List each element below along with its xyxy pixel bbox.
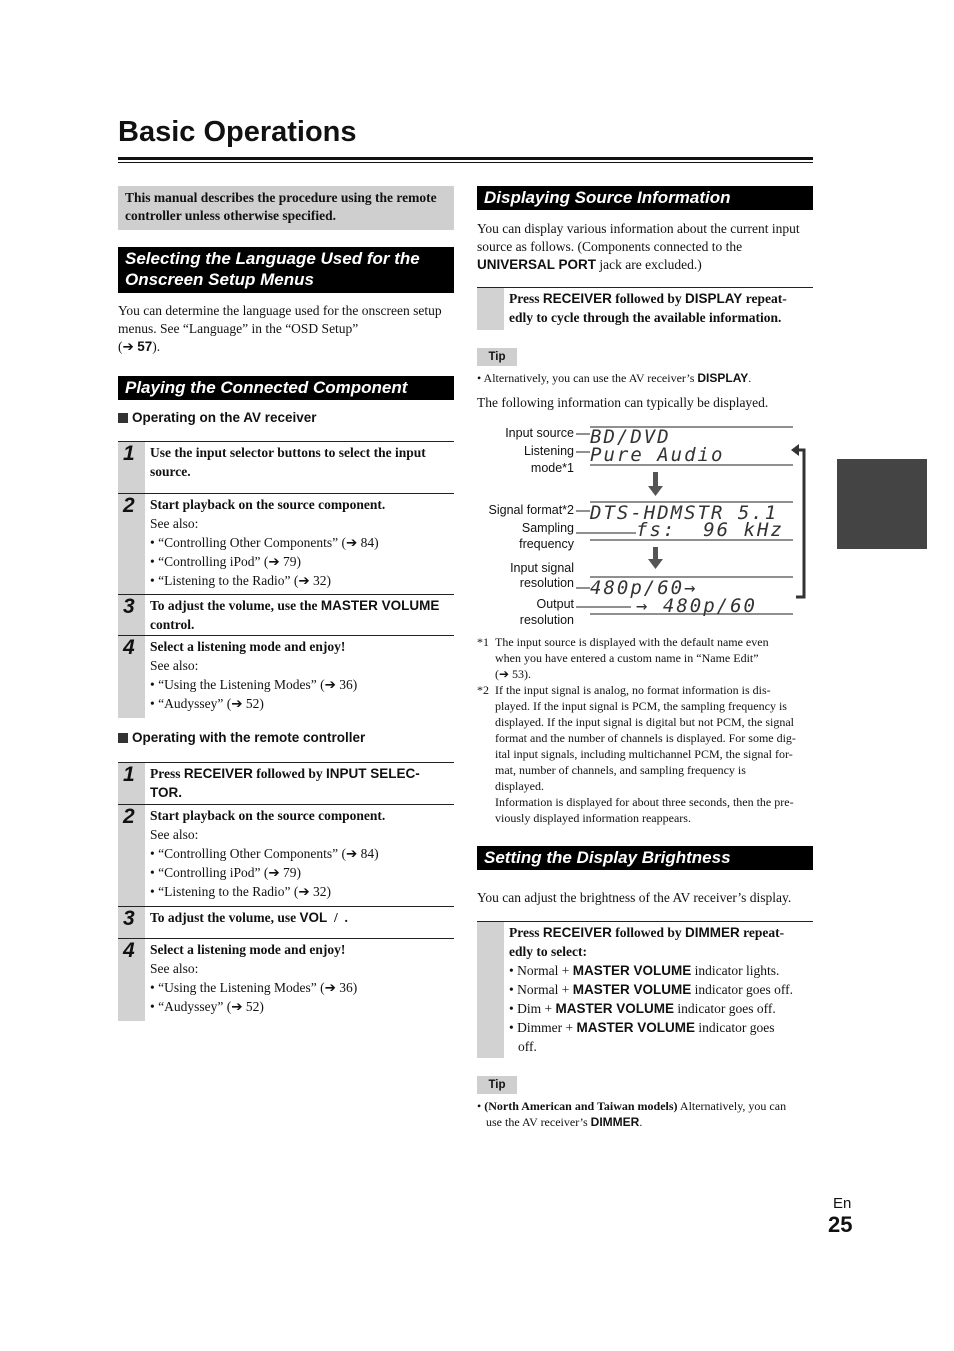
lcd-line-mode: Pure Audio bbox=[590, 444, 725, 466]
brightness-step: Press RECEIVER followed by DIMMER repeat- edly to select: • Normal + MASTER VOLUME indicator lights. • Normal + MASTER VOLUME indicator goes off. • Dim + MASTER VOLUME indicator goes off. • Dimmer + MASTER VOLUME indicator goes off. bbox=[477, 921, 813, 1058]
page-language: En bbox=[833, 1195, 852, 1212]
square-bullet-icon bbox=[118, 413, 128, 423]
section-heading-playing: Playing the Connected Component bbox=[118, 376, 454, 400]
down-arrow-icon bbox=[648, 472, 663, 496]
footnote-1: The input source is displayed with the default name even when you have entered a custom name in “Name Edit” (➔ 53). bbox=[495, 635, 769, 681]
av-step-2: 2 Start playback on the source component. See also: • “Controlling Other Components” (➔ 84) • “Controlling iPod” (➔ 79) • “Listening to the Radio” (➔ 32) bbox=[118, 493, 454, 595]
step-number: 1 bbox=[123, 442, 135, 465]
brightness-option: • Normal + MASTER VOLUME indicator goes off. bbox=[509, 982, 793, 997]
step-number: 3 bbox=[123, 907, 135, 930]
label-input-source: Input source bbox=[505, 426, 574, 440]
av-step-4: 4 Select a listening mode and enjoy! See also: • “Using the Listening Modes” (➔ 36) • “Audyssey” (➔ 52) bbox=[118, 635, 454, 718]
display-following: The following information can typically be displayed. bbox=[477, 395, 769, 410]
step-number: 1 bbox=[123, 763, 135, 786]
label-listening: Listening bbox=[523, 444, 574, 458]
label-frequency: frequency bbox=[519, 537, 574, 551]
intro-note: This manual describes the procedure using the remote controller unless otherwise specified. bbox=[118, 186, 454, 230]
cross-ref-link[interactable]: • “Audyssey” (➔ 52) bbox=[150, 696, 264, 711]
subheading-remote: Operating with the remote controller bbox=[118, 730, 365, 745]
chapter-tab bbox=[837, 459, 927, 549]
cross-ref-link[interactable]: • “Using the Listening Modes” (➔ 36) bbox=[150, 980, 358, 995]
down-arrow-icon bbox=[648, 547, 663, 569]
av-step-3: 3 To adjust the volume, use the MASTER VOLUME control. bbox=[118, 594, 454, 635]
tip-label: Tip bbox=[477, 1076, 517, 1094]
brightness-body: You can adjust the brightness of the AV receiver’s display. bbox=[477, 890, 792, 905]
lcd-line-sampling: fs: 96 kHz bbox=[636, 519, 784, 541]
page-ref[interactable]: 57 bbox=[137, 339, 153, 354]
footnote-mark: *1 bbox=[477, 635, 489, 649]
display-tip: • Alternatively, you can use the AV receiver’s DISPLAY. bbox=[477, 371, 752, 385]
label-input-signal: Input signal bbox=[510, 561, 574, 575]
cross-ref-link[interactable]: • “Using the Listening Modes” (➔ 36) bbox=[150, 677, 358, 692]
display-body: You can display various information about the current input source as follows. (Components connected to the UNIVERSAL PORT jack are excluded.) bbox=[477, 221, 800, 272]
lcd-line-input: BD/DVD bbox=[590, 426, 671, 448]
step-number: 4 bbox=[123, 939, 135, 962]
remote-step-2: 2 Start playback on the source component. See also: • “Controlling Other Components” (➔ 84) • “Controlling iPod” (➔ 79) • “Listening to the Radio” (➔ 32) bbox=[118, 804, 454, 906]
tip-label: Tip bbox=[477, 348, 517, 366]
cross-ref-link[interactable]: • “Controlling Other Components” (➔ 84) bbox=[150, 535, 379, 550]
footnote-mark: *2 bbox=[477, 683, 489, 697]
page-title: Basic Operations bbox=[118, 116, 357, 148]
footnote-2: If the input signal is analog, no format information is dis- played. If the input signal is PCM, the sampling frequency is displayed. If the input signal is digital but not PCM, the signal format and the number of channels is displayed. For some dig- ital input signals, including multichannel PCM, the signal for- mat, number of channels, and sampling frequency is displayed. Information is displayed for about three seconds, then the pre- viously displayed information reappears. bbox=[495, 683, 796, 825]
cross-ref-link[interactable]: • “Controlling iPod” (➔ 79) bbox=[150, 865, 302, 880]
cross-ref-link[interactable]: • “Listening to the Radio” (➔ 32) bbox=[150, 884, 331, 899]
label-resolution-2: resolution bbox=[519, 613, 574, 627]
brightness-option: • Normal + MASTER VOLUME indicator lights. bbox=[509, 963, 780, 978]
step-number: 2 bbox=[123, 494, 135, 517]
section-heading-display: Displaying Source Information bbox=[477, 186, 813, 210]
remote-step-3: 3 To adjust the volume, use VOL / . bbox=[118, 906, 454, 938]
cross-ref-link[interactable]: • “Controlling Other Components” (➔ 84) bbox=[150, 846, 379, 861]
brightness-option: • Dim + MASTER VOLUME indicator goes off. bbox=[509, 1001, 776, 1016]
label-mode: mode*1 bbox=[530, 461, 574, 475]
square-bullet-icon bbox=[118, 733, 128, 743]
label-sampling: Sampling bbox=[521, 521, 574, 535]
cycle-bracket-icon bbox=[791, 444, 804, 597]
av-step-1: 1 Use the input selector buttons to select the input source. bbox=[118, 441, 454, 493]
lcd-line-output-res: → 480p/60 bbox=[636, 595, 757, 617]
step-number: 2 bbox=[123, 805, 135, 828]
cross-ref-link[interactable]: • “Audyssey” (➔ 52) bbox=[150, 999, 264, 1014]
cross-ref-link[interactable]: • “Listening to the Radio” (➔ 32) bbox=[150, 573, 331, 588]
label-signal-format: Signal format*2 bbox=[488, 503, 574, 517]
language-body: You can determine the language used for the onscreen setup menus. See “Language” in the “OSD Setup” (➔ 57). bbox=[118, 303, 442, 354]
lcd-line-format: DTS-HDMSTR 5.1 bbox=[590, 502, 779, 524]
section-heading-brightness: Setting the Display Brightness bbox=[477, 846, 813, 870]
brightness-tip: • (North American and Taiwan models) Alternatively, you can use the AV receiver’s DIMMER. bbox=[477, 1099, 787, 1129]
label-output: Output bbox=[536, 597, 574, 611]
cross-ref-link[interactable]: • “Controlling iPod” (➔ 79) bbox=[150, 554, 302, 569]
lcd-line-input-res: 480p/60→ bbox=[590, 577, 698, 599]
display-step: Press RECEIVER followed by DISPLAY repeat- edly to cycle through the available information. bbox=[477, 287, 813, 330]
remote-step-4: 4 Select a listening mode and enjoy! See also: • “Using the Listening Modes” (➔ 36) • “Audyssey” (➔ 52) bbox=[118, 938, 454, 1021]
label-resolution-1: resolution bbox=[519, 576, 574, 590]
step-number: 4 bbox=[123, 636, 135, 659]
brightness-option: • Dimmer + MASTER VOLUME indicator goes bbox=[509, 1020, 775, 1035]
subheading-av-receiver: Operating on the AV receiver bbox=[118, 410, 317, 425]
page-number: 25 bbox=[828, 1212, 853, 1237]
step-number: 3 bbox=[123, 595, 135, 618]
section-heading-language: Selecting the Language Used for the Onscreen Setup Menus bbox=[118, 247, 454, 293]
title-rule-thin bbox=[118, 162, 813, 163]
title-rule bbox=[118, 157, 813, 160]
remote-step-1: 1 Press RECEIVER followed by INPUT SELEC- TOR. bbox=[118, 762, 454, 804]
